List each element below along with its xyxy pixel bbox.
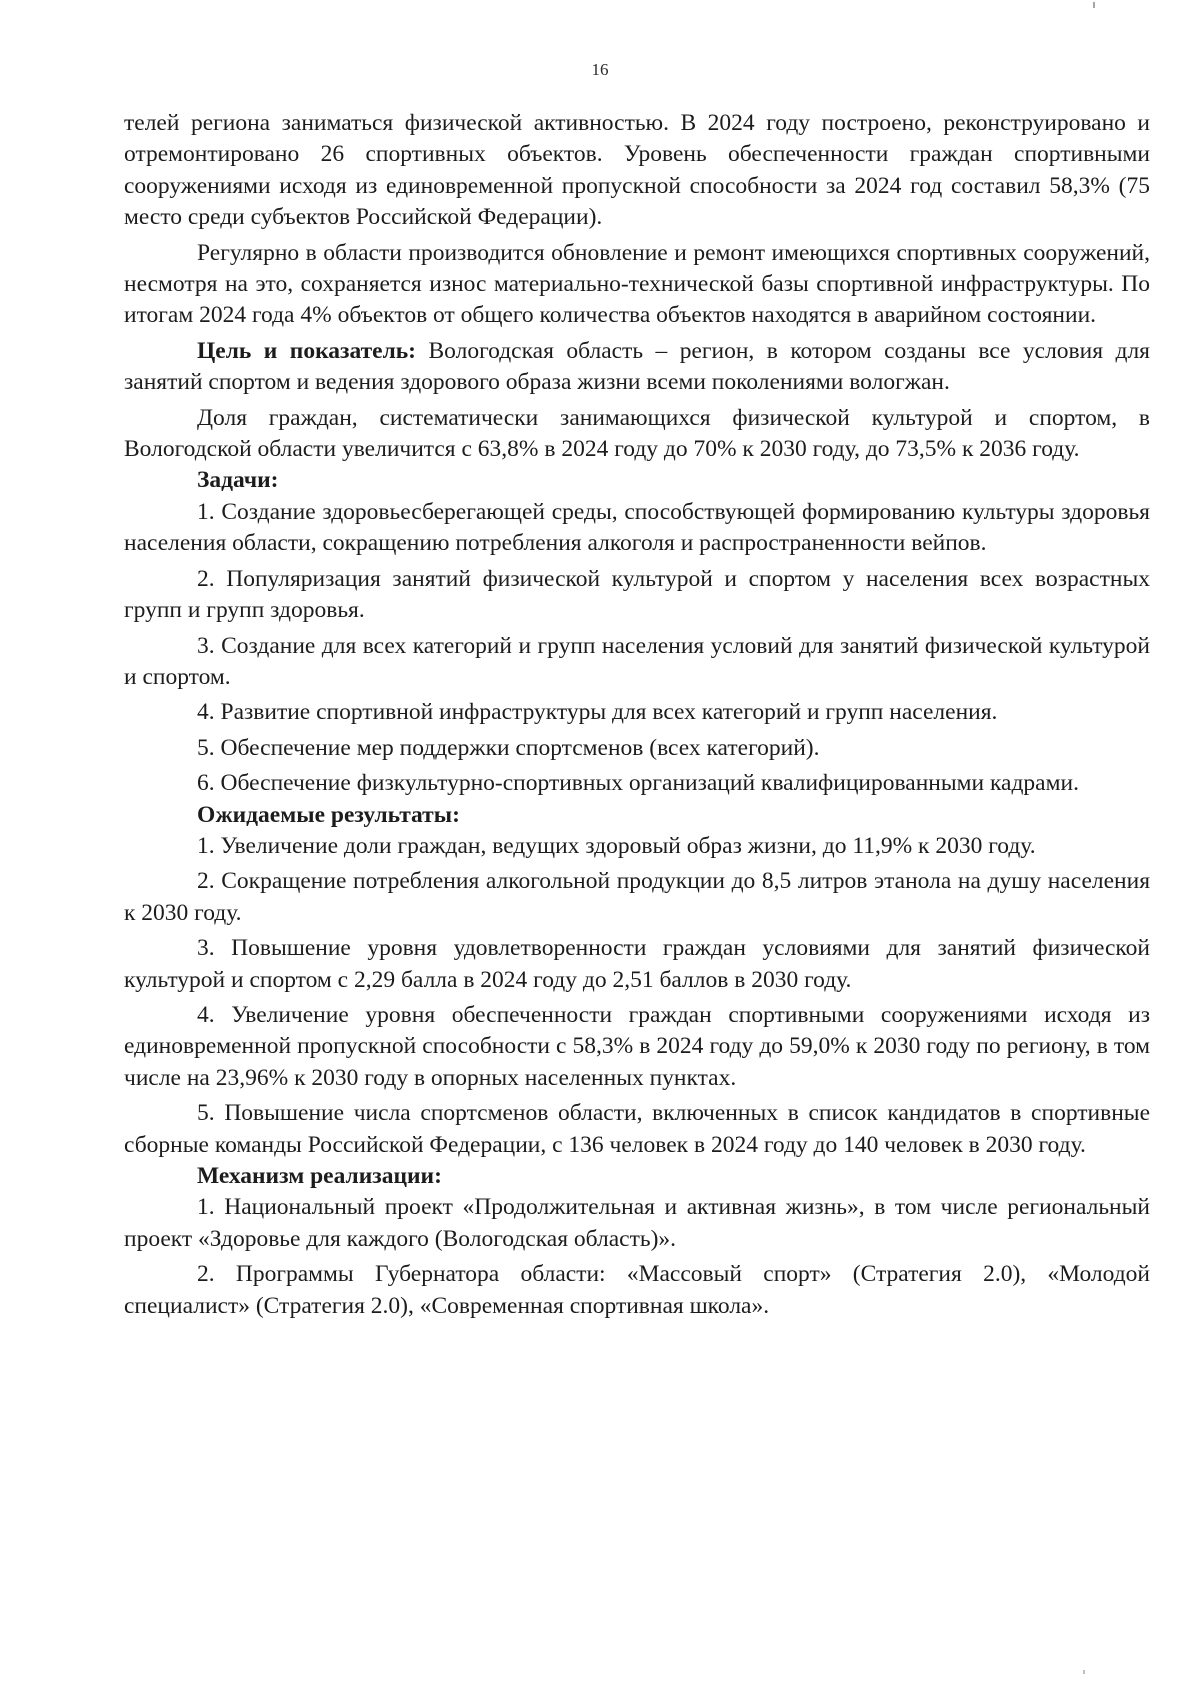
goal-paragraph — [124, 336, 1150, 399]
mechanism-item: 1. Национальный проект «Продолжительная и активная жизнь», в том числе региональный проект «Здоровье для каждого (Вологодская область)». — [124, 1194, 1150, 1252]
mechanism-item: 2. Программы Губернатора области: «Массовый спорт» (Стратегия 2.0), «Молодой специалист» (Стратегия 2.0), «Современная спортивная школа». — [124, 1261, 1150, 1319]
document-body — [124, 108, 1150, 1322]
task-item: 2. Популяризация занятий физической культурой и спортом у населения всех возрастных групп и групп здоровья. — [124, 565, 1150, 624]
result-item: 3. Повышение уровня удовлетворенности граждан условиями для занятий физической культурой и спортом с 2,29 балла в 2024 году до 2,51 баллов в 2030 году. — [124, 935, 1150, 993]
page-number: 16 — [591, 60, 609, 79]
results-heading: Ожидаемые результаты: — [197, 801, 460, 828]
intro-paragraph: телей региона заниматься физической активностью. В 2024 году построено, реконструировано и отремонтировано 26 спортивных объектов. Уровень обеспеченности граждан спортивными сооружениями исходя из единовременной пропускной способности за 2024 год составил 58,3% (75 место среди субъектов Российской Федерации). — [124, 110, 1150, 231]
goal-text: Вологодская область – регион, в котором созданы все условия для занятий спортом и ведения здорового образа жизни всеми поколениями вологжан. — [124, 337, 1150, 396]
result-item: 2. Сокращение потребления алкогольной продукции до 8,5 литров этанола на душу населения к 2030 году. — [124, 868, 1150, 926]
result-item: 4. Увеличение уровня обеспеченности граждан спортивными сооружениями исходя из единовременной пропускной способности с 58,3% в 2024 году до 59,0% к 2030 году по региону, в том числе на 23,96% к 2030 году в опорных населенных пунктах. — [124, 1001, 1150, 1091]
mechanism-heading: Механизм реализации: — [197, 1163, 442, 1189]
tasks-heading: Задачи: — [197, 467, 279, 494]
result-item: 1. Увеличение доли граждан, ведущих здоровый образ жизни, до 11,9% к 2030 году. — [197, 832, 1036, 859]
indicator-paragraph: Доля граждан, систематически занимающихся физической культурой и спортом, в Вологодской области увеличится с 63,8% в 2024 году до 70% к 2030 году, до 73,5% к 2036 году. — [124, 404, 1150, 463]
infrastructure-paragraph: Регулярно в области производится обновление и ремонт имеющихся спортивных сооружений, несмотря на это, сохраняется износ материально-технической базы спортивной инфраструктуры. По итогам 2024 года 4% объектов от общего количества объектов находятся в аварийном состоянии. — [124, 239, 1150, 329]
task-item: 1. Создание здоровьесберегающей среды, способствующей формированию культуры здоровья населения области, сокращению потребления алкоголя и распространенности вейпов. — [124, 498, 1150, 557]
task-item: 6. Обеспечение физкультурно-спортивных организаций квалифицированными кадрами. — [197, 770, 1079, 797]
task-item: 3. Создание для всех категорий и групп населения условий для занятий физической культурой и спортом. — [124, 632, 1150, 690]
task-item: 4. Развитие спортивной инфраструктуры для всех категорий и групп населения. — [197, 699, 998, 726]
goal-label: Цель и показатель: — [197, 337, 417, 364]
result-item: 5. Повышение числа спортсменов области, включенных в список кандидатов в спортивные сборные команды Российской Федерации, с 136 человек в 2024 году до 140 человек в 2030 году. — [124, 1100, 1150, 1158]
task-item: 5. Обеспечение мер поддержки спортсменов (всех категорий). — [197, 734, 820, 761]
